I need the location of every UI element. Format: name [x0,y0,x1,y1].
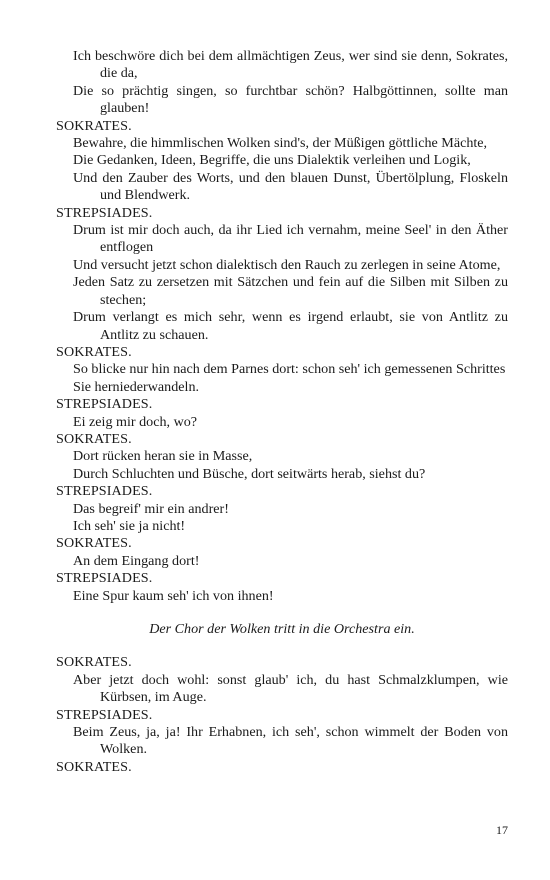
verse-line: Beim Zeus, ja, ja! Ihr Erhabnen, ich seh', schon wimmelt der Boden von Wolken. [73,724,508,758]
verse-line: Das begreif' mir ein andrer! [73,500,229,517]
speaker-name: STREPSIADES. [56,204,153,221]
verse-line: Aber jetzt doch wohl: sonst glaub' ich, du hast Schmalzklumpen, wie Kürbsen, im Auge. [73,671,508,706]
verse-line: Ich seh' sie ja nicht! [73,517,186,534]
speaker-name: STREPSIADES. [56,396,153,413]
verse-line: Dort rücken heran sie in Masse, [73,448,253,465]
speaker-name: SOKRATES. [56,654,132,671]
verse-line: Und den Zauber des Worts, und den blauen Dunst, Übertölplung, Floskeln und Blendwerk. [73,169,508,204]
stage-direction: Der Chor der Wolken tritt in die Orchestra ein. [149,621,415,637]
speaker-name: SOKRATES. [56,117,132,134]
verse-line: Bewahre, die himmlischen Wolken sind's, der Müßigen göttliche Mächte, [73,135,488,152]
verse-line: Durch Schluchten und Büsche, dort seitwärts herab, siehst du? [73,465,426,482]
verse-line: Ei zeig mir doch, wo? [73,413,198,430]
verse-line: Die Gedanken, Ideen, Begriffe, die uns Dialektik verleihen und Logik, [73,152,471,169]
speaker-name: SOKRATES. [56,343,132,360]
speaker-name: SOKRATES. [56,430,132,447]
speaker-name: STREPSIADES. [56,483,153,500]
verse-line: Eine Spur kaum seh' ich von ihnen! [73,587,274,604]
verse-line: Drum verlangt es mich sehr, wenn es irgend erlaubt, sie von Antlitz zu Antlitz zu schauen. [73,309,508,343]
verse-line: Sie herniederwandeln. [73,378,200,395]
speaker-name: SOKRATES. [56,535,132,552]
verse-line: Drum ist mir doch auch, da ihr Lied ich vernahm, meine Seel' in den Äther entflogen [73,222,508,256]
speaker-name: STREPSIADES. [56,570,153,587]
speaker-name: SOKRATES. [56,758,132,775]
verse-line: So blicke nur hin nach dem Parnes dort: schon seh' ich gemessenen Schrittes [73,361,506,378]
verse-line: Ich beschwöre dich bei dem allmächtigen Zeus, wer sind sie denn, Sokrates, die da, [73,48,508,82]
speaker-name: STREPSIADES. [56,706,153,723]
verse-line: Und versucht jetzt schon dialektisch den Rauch zu zerlegen in seine Atome, [73,256,501,273]
page-text [56,48,508,776]
verse-line: Die so prächtig singen, so furchtbar schön? Halbgöttinnen, sollte man glauben! [73,82,508,117]
verse-line: An dem Eingang dort! [73,552,200,569]
verse-line: Jeden Satz zu zersetzen mit Sätzchen und fein auf die Silben mit Silben zu stechen; [73,274,508,308]
page-number: 17 [496,823,508,837]
